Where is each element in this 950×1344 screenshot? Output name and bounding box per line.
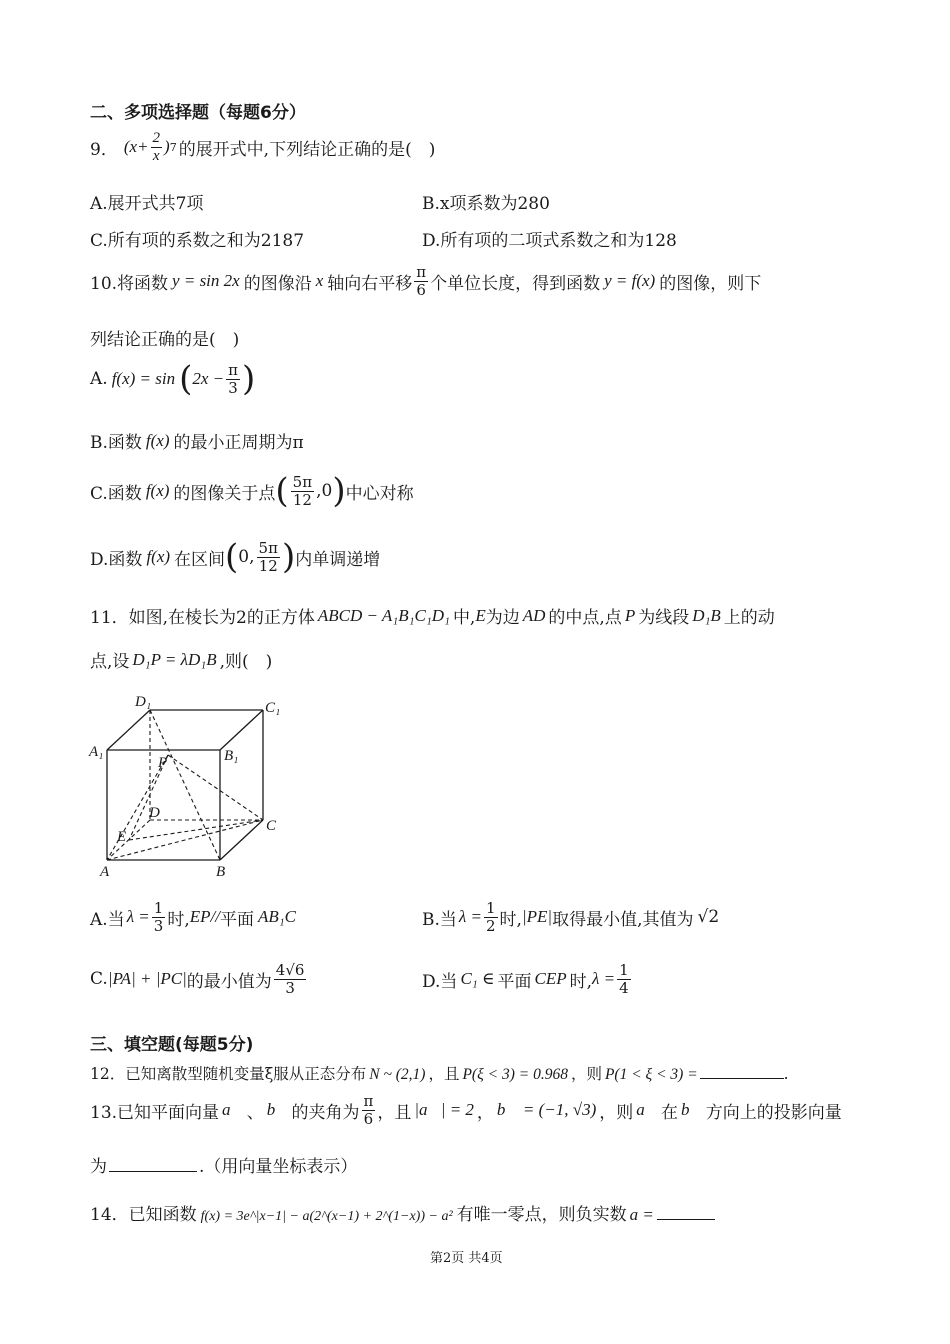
- q12-stem: [90, 1062, 789, 1084]
- q10-a-func: f(x) = sin: [111, 369, 176, 388]
- q10-c-num: 5π: [292, 473, 313, 491]
- q11-b-value: √2: [697, 907, 720, 927]
- q9-option-c: C.所有项的系数之和为2187: [90, 231, 305, 251]
- q13-b-value: b⃗ = (−1, √3): [496, 1100, 597, 1119]
- q13-vec-b2: b⃗: [680, 1100, 703, 1119]
- q11-d1b: D₁B: [692, 605, 721, 625]
- q11-stem-line2: [90, 647, 272, 672]
- q11-d-mid: 平面: [497, 971, 532, 992]
- q13-text-1: 13.已知平面向量: [90, 1102, 220, 1123]
- q11-a-fraction: [152, 900, 166, 934]
- right-paren: ): [332, 471, 346, 511]
- q11-a-text: 平面: [219, 909, 254, 930]
- q10-d-func: f(x): [146, 547, 171, 566]
- q9-option-a: A.展开式共7项: [90, 194, 204, 214]
- right-paren: ): [281, 537, 296, 577]
- q9-expr-post: ): [164, 137, 170, 156]
- cube-figure: [85, 690, 295, 885]
- q11-text-b: 中,: [452, 608, 476, 628]
- q13-frac-den: 6: [363, 1109, 374, 1128]
- label-b: B: [216, 864, 226, 880]
- q11-d-rel: C₁ ∈: [460, 969, 495, 988]
- seg-pc: [168, 755, 263, 820]
- q9-number: 9．: [90, 139, 118, 160]
- left-paren: (: [225, 537, 239, 577]
- q13-vec-a: a⃗: [222, 1100, 244, 1119]
- section-3-title: 三、填空题(每题5分): [90, 1035, 254, 1055]
- q11-relation: D₁P = λD₁B: [132, 649, 217, 669]
- q10-a-label: A.: [90, 369, 108, 389]
- q12-end: .: [783, 1065, 789, 1083]
- q9-exponent: 7: [169, 140, 177, 154]
- q10-text-4: 个单位长度，得到函数: [430, 273, 601, 294]
- q11-b-lambda: λ =: [458, 907, 482, 926]
- q11-b-mid: 时,: [499, 909, 522, 930]
- q11-a-plane: AB₁C: [257, 907, 296, 926]
- q11-b-label: B.当: [422, 909, 457, 930]
- q12-text-2: ，且: [428, 1065, 460, 1083]
- edge-b1c1: [220, 710, 263, 750]
- q13-text-9: .（用向量坐标表示）: [199, 1157, 358, 1177]
- q11-e: E: [475, 605, 486, 625]
- right-paren: ): [242, 359, 256, 399]
- left-paren: (: [275, 471, 289, 511]
- q10-x: x: [315, 271, 324, 290]
- q11-a-num: 1: [153, 899, 164, 917]
- q9-stem: [90, 130, 435, 164]
- q11-a-mid: 时,: [167, 909, 190, 930]
- q10-text-3: 轴向右平移: [327, 273, 413, 294]
- q10-stem: [90, 264, 761, 298]
- label-c1: C₁: [265, 700, 281, 716]
- q11-text-d: 的中点,点: [548, 608, 622, 628]
- q10-option-b: [90, 428, 304, 453]
- label-d1: D₁: [135, 694, 152, 710]
- q9-frac-num: 2: [152, 130, 161, 146]
- q9-option-b: B.x项系数为280: [422, 194, 550, 214]
- q11-c-fraction: [274, 962, 307, 996]
- q11-c-num: 4√6: [275, 961, 305, 979]
- q10-a-fraction: [226, 362, 240, 396]
- q9-expr-pre: (x+: [123, 137, 149, 156]
- q13-fraction: [362, 1093, 376, 1127]
- q11-c-label: C.: [90, 969, 108, 989]
- label-e: E: [117, 829, 127, 845]
- q10-a-inner: 2x −: [192, 369, 225, 388]
- diag-d1b: [150, 710, 220, 860]
- q11-a-label: A.当: [90, 909, 125, 930]
- q11-c-den: 3: [285, 978, 295, 997]
- q10-d-fraction: [257, 540, 280, 574]
- q10-c-den: 12: [292, 490, 312, 509]
- q11-d-label: D.当: [422, 971, 458, 992]
- label-d: D: [149, 805, 160, 821]
- q10-c-mid: 的图像关于点: [173, 483, 276, 504]
- page-footer: 第2页 共4页: [430, 1251, 503, 1266]
- q14-text-2: 有唯一零点，则负实数: [456, 1205, 627, 1225]
- q10-c-post: 中心对称: [345, 483, 414, 504]
- q11-c-expr: |PA| + |PC|: [107, 969, 187, 988]
- q13-stem: [90, 1093, 842, 1127]
- q11-d-lambda: λ =: [592, 969, 616, 988]
- q11-option-b: [422, 900, 719, 934]
- q11-option-a: [90, 900, 296, 934]
- label-b1: B₁: [224, 748, 239, 764]
- q10-c-func: f(x): [145, 481, 170, 500]
- q10-b-text: 的最小正周期为π: [173, 433, 304, 453]
- q13-norm: |a⃗| = 2: [414, 1100, 474, 1119]
- q10-option-c: [90, 471, 414, 511]
- q10-a-num: π: [228, 361, 238, 379]
- q10-fraction: [414, 264, 428, 298]
- q10-func: y = sin 2x: [172, 271, 240, 290]
- q13-text-2: 的夹角为: [291, 1102, 360, 1123]
- q9-option-d: D.所有项的二项式系数之和为128: [422, 231, 677, 251]
- q10-b-label: B.函数: [90, 433, 142, 453]
- q11-a-den: 3: [153, 916, 164, 935]
- q14-stem: [90, 1200, 715, 1225]
- q13-text-5: ，则: [599, 1102, 634, 1123]
- q10-d-zero: 0,: [238, 547, 255, 567]
- q13-text-4: ，: [476, 1102, 494, 1123]
- q10-text-2: 的图像沿: [243, 273, 312, 294]
- q12-distribution: N ~ (2,1): [369, 1066, 426, 1083]
- q10-a-den: 3: [228, 378, 238, 397]
- q11-stem: [90, 603, 775, 628]
- q12-p1: P(ξ < 3) = 0.968: [462, 1066, 568, 1083]
- q11-text-h: ,则( ): [219, 652, 273, 672]
- edge-a1d1: [107, 710, 150, 750]
- q13-text-6: 在: [660, 1102, 678, 1123]
- q11-d-post: 时,: [569, 971, 593, 992]
- q11-b-fraction: [484, 900, 498, 934]
- label-p: P: [158, 755, 168, 771]
- q10-option-d: [90, 537, 381, 577]
- q10-d-num: 5π: [258, 539, 278, 557]
- q14-text-1: 14．已知函数: [90, 1205, 197, 1225]
- q11-text-e: 为线段: [638, 608, 690, 628]
- q13-frac-num: π: [363, 1092, 374, 1110]
- q10-c-fraction: [291, 474, 314, 508]
- q11-b-post: 取得最小值,其值为: [552, 909, 694, 930]
- q13-text-8: 为: [90, 1157, 107, 1177]
- q12-text-3: ，则: [570, 1065, 602, 1083]
- q10-option-a: [90, 359, 256, 399]
- q10-d-den: 12: [258, 556, 278, 575]
- q10-d-label: D.函数: [90, 549, 143, 570]
- q10-c-label: C.函数: [90, 483, 142, 504]
- q12-text-1: 12．已知离散型随机变量ξ服从正态分布: [90, 1065, 367, 1083]
- q11-text-g: 点,设: [90, 652, 130, 672]
- q11-option-d: [422, 962, 633, 996]
- q11-text-c: 为边: [485, 608, 520, 628]
- q11-c-mid: 的最小值为: [186, 971, 272, 992]
- q9-fraction: [151, 130, 163, 164]
- q11-b-num: 1: [486, 899, 496, 917]
- q13-answer-blank[interactable]: [109, 1157, 197, 1172]
- q11-d-num: 1: [619, 961, 629, 979]
- label-a1: A₁: [89, 744, 104, 760]
- q10-text-1: 10.将函数: [90, 273, 169, 294]
- q13-sep: 、: [246, 1102, 264, 1123]
- q11-b-den: 2: [486, 916, 496, 935]
- q11-a-lambda: λ =: [126, 907, 150, 926]
- left-paren: (: [179, 359, 193, 399]
- q11-d-den: 4: [619, 978, 629, 997]
- q14-answer-blank[interactable]: [657, 1205, 715, 1220]
- q10-func2: y = f(x): [604, 271, 656, 290]
- q11-text-a: 11．如图,在棱长为2的正方体: [90, 608, 315, 628]
- q10-b-func: f(x): [145, 430, 170, 450]
- q12-p2: P(1 < ξ < 3) =: [604, 1066, 698, 1083]
- q11-cube: ABCD − A₁B₁C₁D₁: [317, 605, 450, 625]
- q11-d-plane: CEP: [534, 969, 567, 988]
- q13-vec-a2: a⃗: [636, 1100, 658, 1119]
- q13-text-3: ，且: [377, 1102, 412, 1123]
- q11-a-rel: EP//: [189, 907, 220, 926]
- q10-frac-den: 6: [416, 280, 426, 299]
- q14-func: f(x) = 3e^|x−1| − a(2^(x−1) + 2^(1−x)) − a²: [200, 1209, 453, 1224]
- q10-frac-num: π: [416, 263, 427, 281]
- q12-answer-blank[interactable]: [700, 1064, 784, 1079]
- section-2-title: 二、多项选择题（每题6分）: [90, 103, 306, 123]
- label-a: A: [100, 864, 110, 880]
- q10-stem-line2: 列结论正确的是( ): [90, 330, 240, 350]
- q10-text-5: 的图像，则下: [659, 273, 762, 294]
- q10-d-mid: 在区间: [174, 549, 226, 570]
- q9-frac-den: x: [152, 147, 160, 164]
- q10-c-zero: ,0: [316, 481, 333, 501]
- q13-stem-line2: [90, 1152, 357, 1177]
- q11-d-fraction: [617, 962, 631, 996]
- q11-ad: AD: [522, 605, 546, 625]
- q13-text-7: 方向上的投影向量: [705, 1102, 842, 1123]
- q9-stem-text: 的展开式中,下列结论正确的是( ): [178, 139, 436, 160]
- q13-vec-b: b⃗: [266, 1100, 289, 1119]
- q11-text-f: 上的动: [723, 608, 775, 628]
- q11-p: P: [624, 605, 636, 625]
- label-c: C: [266, 818, 277, 834]
- q11-option-c: [90, 962, 308, 996]
- q10-d-post: 内单调递增: [295, 549, 381, 570]
- q11-b-abs: |PE|: [521, 907, 553, 926]
- q14-var: a =: [629, 1205, 654, 1224]
